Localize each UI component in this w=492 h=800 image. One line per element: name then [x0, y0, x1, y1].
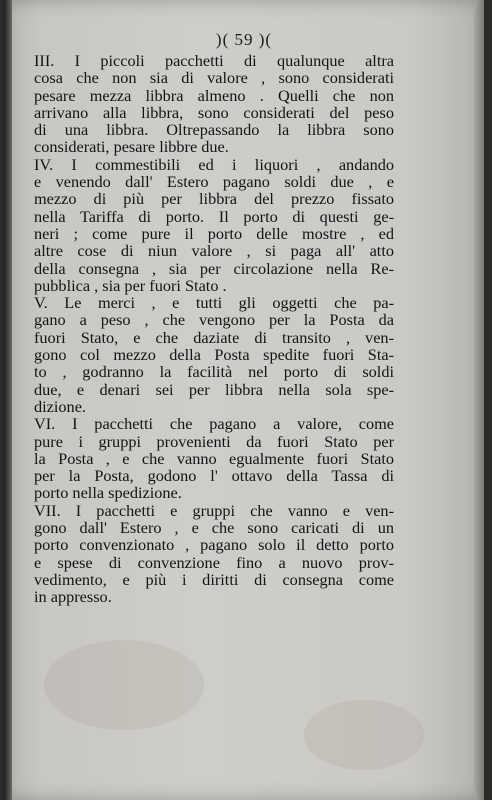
text-line: cosa che non sia di valore , sono considerati: [34, 68, 394, 88]
page-edge: [474, 0, 484, 800]
text-line: e spese di convenzione fino a nuovo prov-: [34, 552, 394, 572]
text-line: IV. I commestibili ed i liquori , andando: [34, 154, 394, 174]
text-line: III. I piccoli pacchetti di qualunque altra: [34, 51, 394, 70]
text-line: gono col mezzo della Posta spedite fuori Sta-: [34, 345, 394, 365]
text-line: in appresso.: [34, 587, 112, 607]
text-line: VII. I pacchetti e gruppi che vanno e ven-: [34, 500, 394, 520]
paragraph: [34, 52, 394, 156]
text-line: to , godranno la facilità nel porto di soldi: [34, 362, 394, 382]
paper-stain: [44, 640, 204, 730]
page-binding-shadow: [4, 0, 12, 800]
text-line: di una libbra. Oltrepassando la libbra sono: [34, 120, 394, 140]
text-line: pure i gruppi provenienti da fuori Stato per: [34, 431, 394, 451]
text-line: per la Posta, godono l' ottavo della Tassa di: [34, 466, 394, 486]
text-line: porto nella spedizione.: [34, 483, 182, 503]
text-line: altre cose di niun valore , si paga all' atto: [34, 241, 394, 261]
paragraph: [34, 502, 394, 606]
text-line: gono dall' Estero , e che sono caricati di un: [34, 518, 394, 538]
text-line: e venendo dall' Estero pagano soldi due , e: [34, 172, 394, 192]
text-line: vedimento, e più i diritti di consegna come: [34, 569, 394, 589]
text-line: la Posta , e che vanno egualmente fuori Stato: [34, 448, 394, 468]
text-line: gano a peso , che vengono per la Posta da: [34, 310, 394, 330]
text-line: della consegna , sia per circolazione nella Re-: [34, 258, 394, 278]
body-text: [34, 52, 394, 606]
text-line: mezzo di più per libbra del prezzo fissato: [34, 189, 394, 209]
text-line: pesare mezza libbra almeno . Quelli che non: [34, 85, 394, 105]
text-line: neri ; come pure il porto delle mostre , ed: [34, 223, 394, 243]
text-line: considerati, pesare libbre due.: [34, 137, 229, 157]
paragraph: [34, 294, 394, 415]
book-page: [4, 0, 484, 800]
paragraph: [34, 156, 394, 294]
text-line: dizione.: [34, 396, 86, 416]
text-line: due, e denari sei per libbra nella sola spe-: [34, 379, 394, 399]
text-line: V. Le merci , e tutti gli oggetti che pa-: [34, 293, 394, 313]
text-line: VI. I pacchetti che pagano a valore, come: [34, 414, 394, 434]
text-line: nella Tariffa di porto. Il porto di questi ge-: [34, 206, 394, 226]
text-line: porto convenzionato , pagano solo il detto porto: [34, 535, 394, 555]
paragraph: [34, 415, 394, 501]
text-line: arrivano alla libbra, sono considerati del peso: [34, 102, 394, 122]
page-number: )( 59 )(: [215, 30, 273, 49]
paper-stain: [304, 700, 424, 770]
text-line: pubblica , sia per fuori Stato .: [34, 275, 227, 295]
text-line: fuori Stato, e che daziate di transito , ven-: [34, 327, 394, 347]
